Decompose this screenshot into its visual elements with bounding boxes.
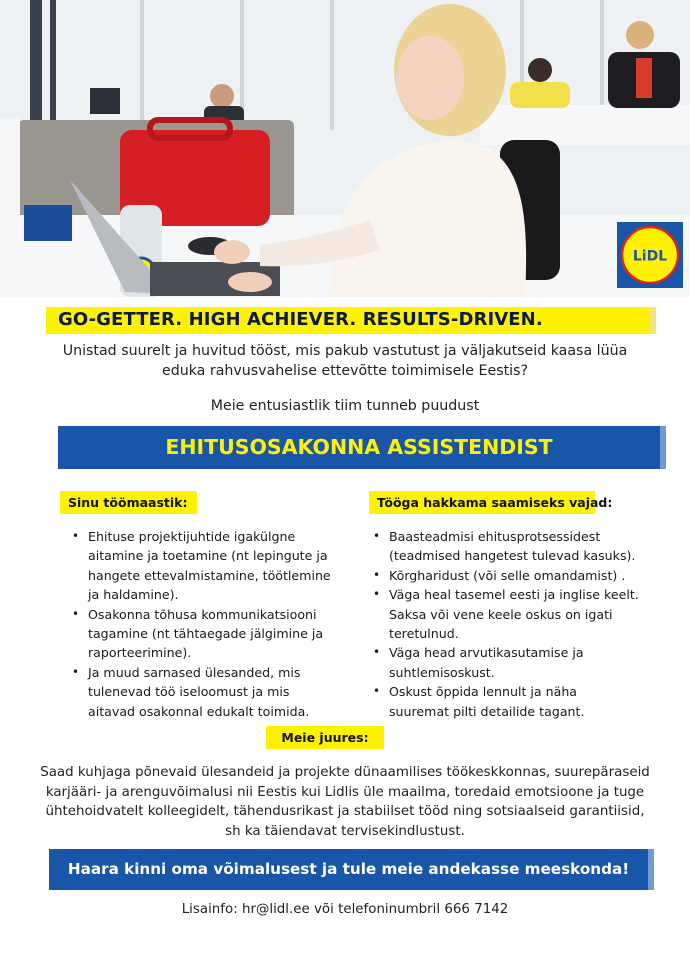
- list-item: • Väga heal tasemel eesti ja inglise keelt. Saksa või vene keele oskus on igati teretulnud.: [371, 585, 641, 643]
- headline-band: [46, 307, 656, 334]
- list-item: • Baasteadmisi ehitusprotsessidest (teadmised hangetest tulevad kasuks).: [371, 527, 641, 566]
- position-title: EHITUSOSAKONNA ASSISTENDIST: [165, 435, 553, 459]
- lidl-logo: [617, 222, 683, 288]
- intro-text: Unistad suurelt ja huvitud tööst, mis pakub vastutust ja väljakutseid kaasa lüüa eduka rahvusvahelise ettevõtte toimimisele Eestis?: [62, 343, 628, 379]
- left-section-label: Sinu töömaastik:: [60, 491, 197, 514]
- offer-text: Saad kuhjaga põnevaid ülesandeid ja projekte dünaamilises töökeskkonnas, suurepäraseid karjääri- ja arenguvõimalusi nii Eestis kui Lidlis üle maailma, toredaid emotsioone ja tuge ühtehoidvatelt kolleegidelt, tähendusrikast ja stabiilset tööd ning sotsiaalseid garantiisid, sh ka täiendavat tervisekindlustust.: [40, 765, 650, 839]
- hero-photo: [0, 0, 690, 297]
- list-item: • Väga head arvutikasutamise ja suhtlemisoskust.: [371, 643, 641, 682]
- requirements-list: [371, 527, 641, 721]
- offer-section-label: Meie juures:: [266, 726, 384, 749]
- position-title-band: [58, 426, 666, 469]
- responsibilities-list: [70, 527, 340, 721]
- list-item: • Oskust õppida lennult ja näha suuremat pilti detailide tagant.: [371, 682, 641, 721]
- svg-text:LiDL: LiDL: [632, 248, 668, 265]
- right-section-label: Tööga hakkama saamiseks vajad:: [369, 491, 595, 514]
- call-to-action-band: [49, 849, 654, 890]
- list-item: • Ehituse projektijuhtide igakülgne aitamine ja toetamine (nt lepingute ja hangete ettevalmistamine, töötlemine ja haldamine).: [70, 527, 340, 605]
- list-item: • Ja muud sarnased ülesanded, mis tulenevad töö iseloomust ja mis aitavad osakonnal edukalt toimida.: [70, 663, 340, 721]
- headline-text: GO-GETTER. HIGH ACHIEVER. RESULTS-DRIVEN.: [58, 309, 543, 330]
- list-item: • Kõrgharidust (või selle omandamist) .: [371, 566, 641, 585]
- office-scene-illustration: [0, 0, 690, 297]
- call-to-action-text: Haara kinni oma võimalusest ja tule meie andekasse meeskonda!: [67, 860, 630, 878]
- lidl-logo-icon: [617, 222, 683, 288]
- tagline-text: Meie entusiastlik tiim tunneb puudust: [210, 398, 480, 414]
- list-item: • Osakonna tõhusa kommunikatsiooni tagamine (nt tähtaegade jälgimine ja raporteerimine).: [70, 605, 340, 663]
- contact-info: Lisainfo: hr@lidl.ee või telefoninumbril 666 7142: [181, 902, 509, 917]
